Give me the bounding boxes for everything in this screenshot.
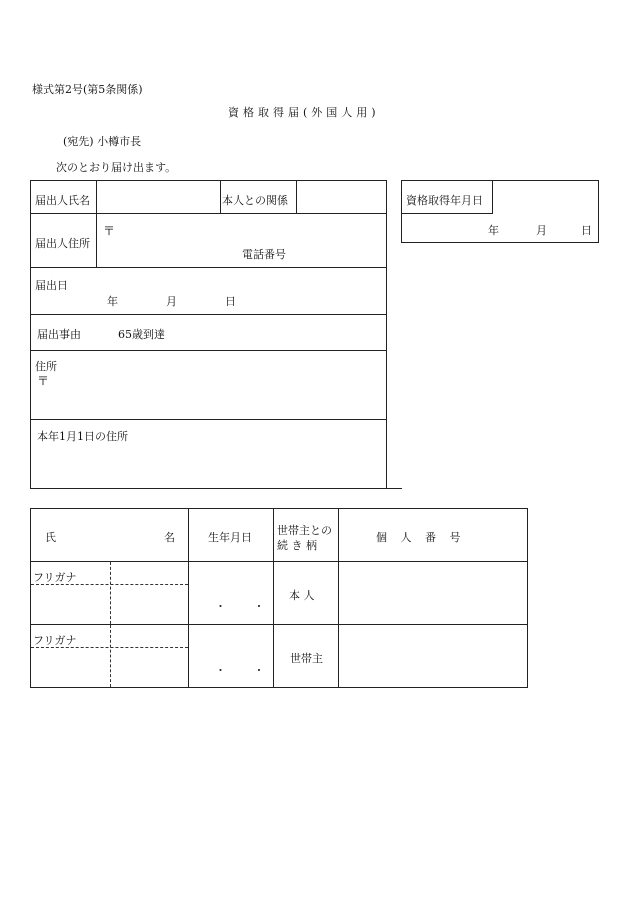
divider: [30, 267, 387, 268]
table-divider: [30, 624, 528, 625]
form-number: 様式第2号(第5条関係): [32, 83, 143, 96]
divider: [386, 488, 402, 489]
row-dashed-divider: [110, 562, 111, 624]
row1-personal-number-field[interactable]: [342, 565, 524, 620]
filing-date-label: 届出日: [35, 279, 68, 292]
filing-date-month: 月: [166, 295, 177, 308]
divider: [96, 180, 97, 267]
table-divider: [338, 508, 339, 688]
table-divider: [30, 561, 528, 562]
divider: [220, 180, 221, 213]
col-birth: 生年月日: [208, 531, 252, 544]
row1-relation: 本 人: [289, 589, 315, 602]
col-name-left: 氏: [45, 531, 56, 544]
row1-furigana-label: フリガナ: [33, 571, 77, 584]
col-relation-line1: 世帯主との: [277, 524, 332, 537]
address-postal-mark: 〒: [37, 374, 50, 388]
jan1-address-label: 本年1月1日の住所: [37, 430, 128, 443]
row1-birth-dots: ・ ・: [215, 600, 277, 613]
col-name-right: 名: [164, 531, 175, 544]
divider: [30, 419, 387, 420]
applicant-address-label: 届出人住所: [35, 237, 90, 250]
divider: [30, 350, 387, 351]
phone-label: 電話番号: [242, 248, 286, 261]
row2-birth-dots: ・ ・: [215, 664, 277, 677]
addressee: (宛先) 小樽市長: [63, 135, 142, 148]
divider: [401, 213, 493, 214]
intro-text: 次のとおり届け出ます。: [56, 161, 177, 174]
form-title: 資格取得届(外国人用): [228, 106, 380, 119]
table-divider: [188, 508, 189, 688]
relationship-field[interactable]: [300, 186, 382, 208]
relationship-label: 本人との関係: [222, 194, 288, 207]
postal-mark: 〒: [103, 224, 116, 238]
row-dashed-divider: [110, 625, 111, 687]
filing-date-day: 日: [225, 295, 236, 308]
divider: [30, 213, 387, 214]
acquisition-date-box: [401, 180, 599, 243]
acquisition-day: 日: [581, 224, 592, 237]
acquisition-month: 月: [536, 224, 547, 237]
row2-personal-number-field[interactable]: [342, 628, 524, 683]
divider: [30, 314, 387, 315]
row2-furigana-label: フリガナ: [33, 634, 77, 647]
address-label: 住所: [35, 360, 57, 373]
applicant-name-label: 届出人氏名: [35, 194, 90, 207]
col-relation-line2: 続 き 柄: [277, 539, 317, 552]
divider: [296, 180, 297, 213]
acquisition-year: 年: [488, 224, 499, 237]
row2-relation: 世帯主: [290, 652, 323, 665]
filing-date-year: 年: [107, 295, 118, 308]
divider: [492, 180, 493, 213]
acquisition-date-label: 資格取得年月日: [406, 194, 483, 207]
reason-label: 届出事由: [37, 328, 81, 341]
col-number: 個 人 番 号: [376, 531, 466, 544]
reason-value: 65歳到達: [118, 328, 165, 341]
applicant-name-field[interactable]: [100, 186, 216, 208]
